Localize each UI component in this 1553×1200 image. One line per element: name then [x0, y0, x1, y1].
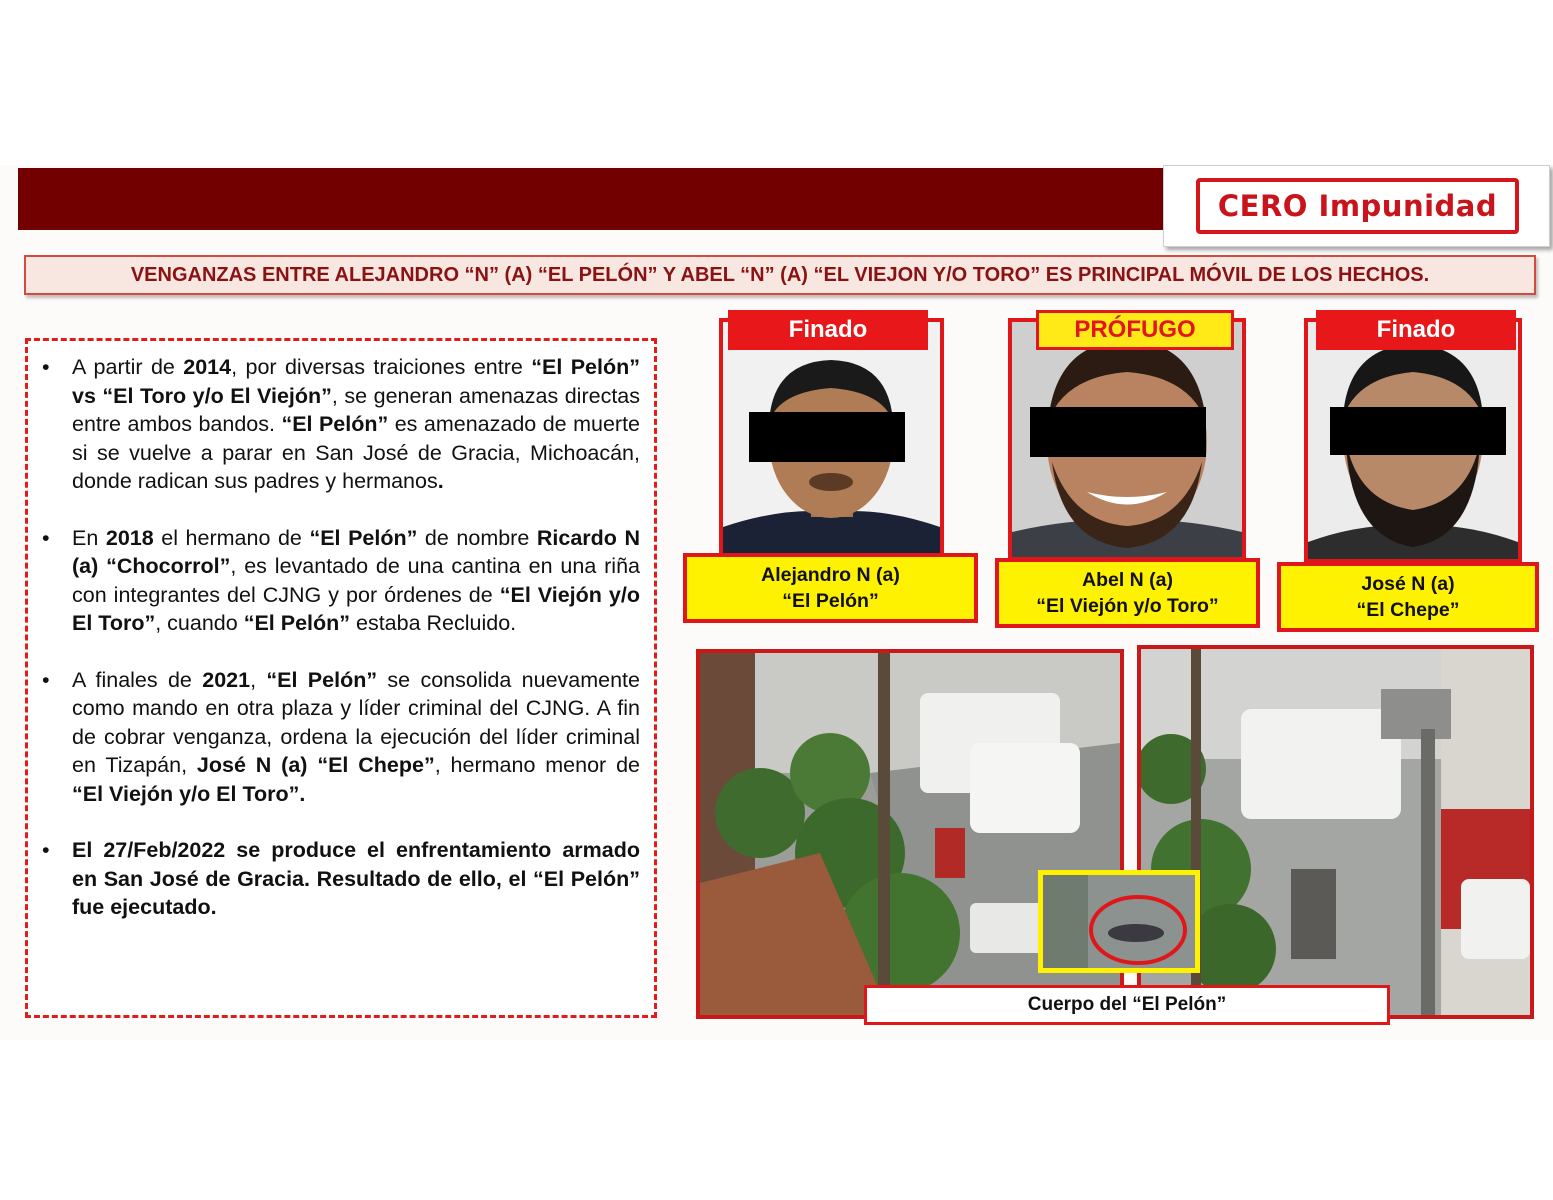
- status-label: Finado: [788, 316, 868, 343]
- body-closeup-inset: [1038, 870, 1200, 973]
- bullet-text: el hermano de: [153, 525, 310, 550]
- bullet-item: [72, 666, 640, 809]
- bullet-bold-text: Ricardo N (a) “Chocorrol”: [72, 525, 641, 578]
- header-bar: [18, 168, 1168, 230]
- bullet-text: es amenazado de muerte si se vuelve a parar en San José de Gracia, Michoacán, donde radican sus padres y hermanos: [72, 412, 640, 493]
- cero-impunidad-logo: [1196, 178, 1519, 234]
- status-label: PRÓFUGO: [1074, 316, 1196, 343]
- bullet-bold-text: “El Viejón y/o El Toro”.: [72, 781, 306, 806]
- alias-line: “El Chepe”: [1356, 599, 1460, 621]
- alias-line: “El Pelón”: [782, 590, 879, 612]
- bullet-text: , es levantado de una cantina en una riña con integrantes del CJNG y por órdenes de: [72, 554, 640, 607]
- bullet-bold-text: “El Pelón”: [309, 525, 418, 550]
- bullet-text: , se generan amenazas directas entre ambos bandos.: [72, 383, 640, 436]
- bullet-text: , cuando: [155, 611, 244, 635]
- bullet-item: [72, 836, 640, 922]
- name-line: José N (a): [1361, 573, 1455, 595]
- bullet-text: estaba Recluido.: [350, 611, 517, 635]
- name-line: Abel N (a): [1081, 569, 1173, 591]
- logo-panel: [1163, 165, 1550, 247]
- bullet-text: , por diversas traiciones entre: [231, 355, 532, 379]
- bullet-text: , hermano menor de: [434, 753, 640, 777]
- bullet-bold-text: “El Viejón y/o El Toro”: [72, 582, 640, 635]
- bullet-bold-text: “El Pelón”: [266, 667, 378, 692]
- bullet-text: de nombre: [417, 525, 537, 550]
- status-label: Finado: [1376, 316, 1456, 343]
- status-tag-2: [1036, 310, 1234, 350]
- name-label-1: [683, 553, 978, 623]
- status-tag-1: [728, 310, 928, 350]
- bullet-bold-text: “El Pelón”: [243, 611, 351, 635]
- suspect-photo-1: [719, 318, 944, 558]
- bullet-bold-text: “El Pelón” vs “El Toro y/o El Viejón”: [72, 355, 641, 408]
- bullet-bold-text: 2021: [202, 667, 251, 692]
- caption-text: Cuerpo del “El Pelón”: [1027, 994, 1227, 1015]
- bullet-bold-text: “El Pelón”: [281, 412, 389, 436]
- suspect-photo-3: [1304, 318, 1522, 563]
- name-line: Alejandro N (a): [761, 564, 900, 586]
- bullet-text: En: [72, 525, 106, 550]
- bullet-text: A partir de: [72, 355, 184, 379]
- suspect-photo-2: [1008, 318, 1246, 561]
- bullet-bold-text: José N (a) “El Chepe”: [196, 753, 435, 777]
- headline-banner: [24, 255, 1536, 295]
- bullet-item: [72, 524, 640, 638]
- summary-panel: [25, 338, 657, 1018]
- logo-text: CERO Impunidad: [1217, 189, 1498, 223]
- alias-line: “El Viejón y/o Toro”: [1036, 595, 1219, 617]
- bullet-list: [72, 353, 640, 950]
- headline-text: VENGANZAS ENTRE ALEJANDRO “N” (A) “EL PELÓN” Y ABEL “N” (A) “EL VIEJON Y/O TORO” ES PRINCIPAL MÓVIL DE LOS HECHOS.: [130, 263, 1430, 286]
- bullet-bold-text: 2014: [183, 355, 232, 379]
- bullet-bold-text: El 27/Feb/2022 se produce el enfrentamiento armado en San José de Gracia. Resultado de ello, el “El Pelón” fue ejecutado.: [72, 838, 640, 919]
- name-label-2: [995, 558, 1260, 628]
- bullet-text: se consolida nuevamente como mando en otra plaza y líder criminal del CJNG. A fin de cobrar venganza, ordena la ejecución del líder criminal en Tizapán,: [72, 667, 640, 777]
- bullet-item: [72, 353, 640, 496]
- bullet-bold-text: 2018: [105, 525, 154, 550]
- bullet-text: A finales de: [72, 667, 203, 692]
- status-tag-3: [1316, 310, 1516, 350]
- bullet-text: ,: [250, 667, 267, 692]
- scene-caption: [864, 985, 1390, 1025]
- name-label-3: [1277, 562, 1539, 632]
- bullet-bold-text: .: [437, 469, 444, 493]
